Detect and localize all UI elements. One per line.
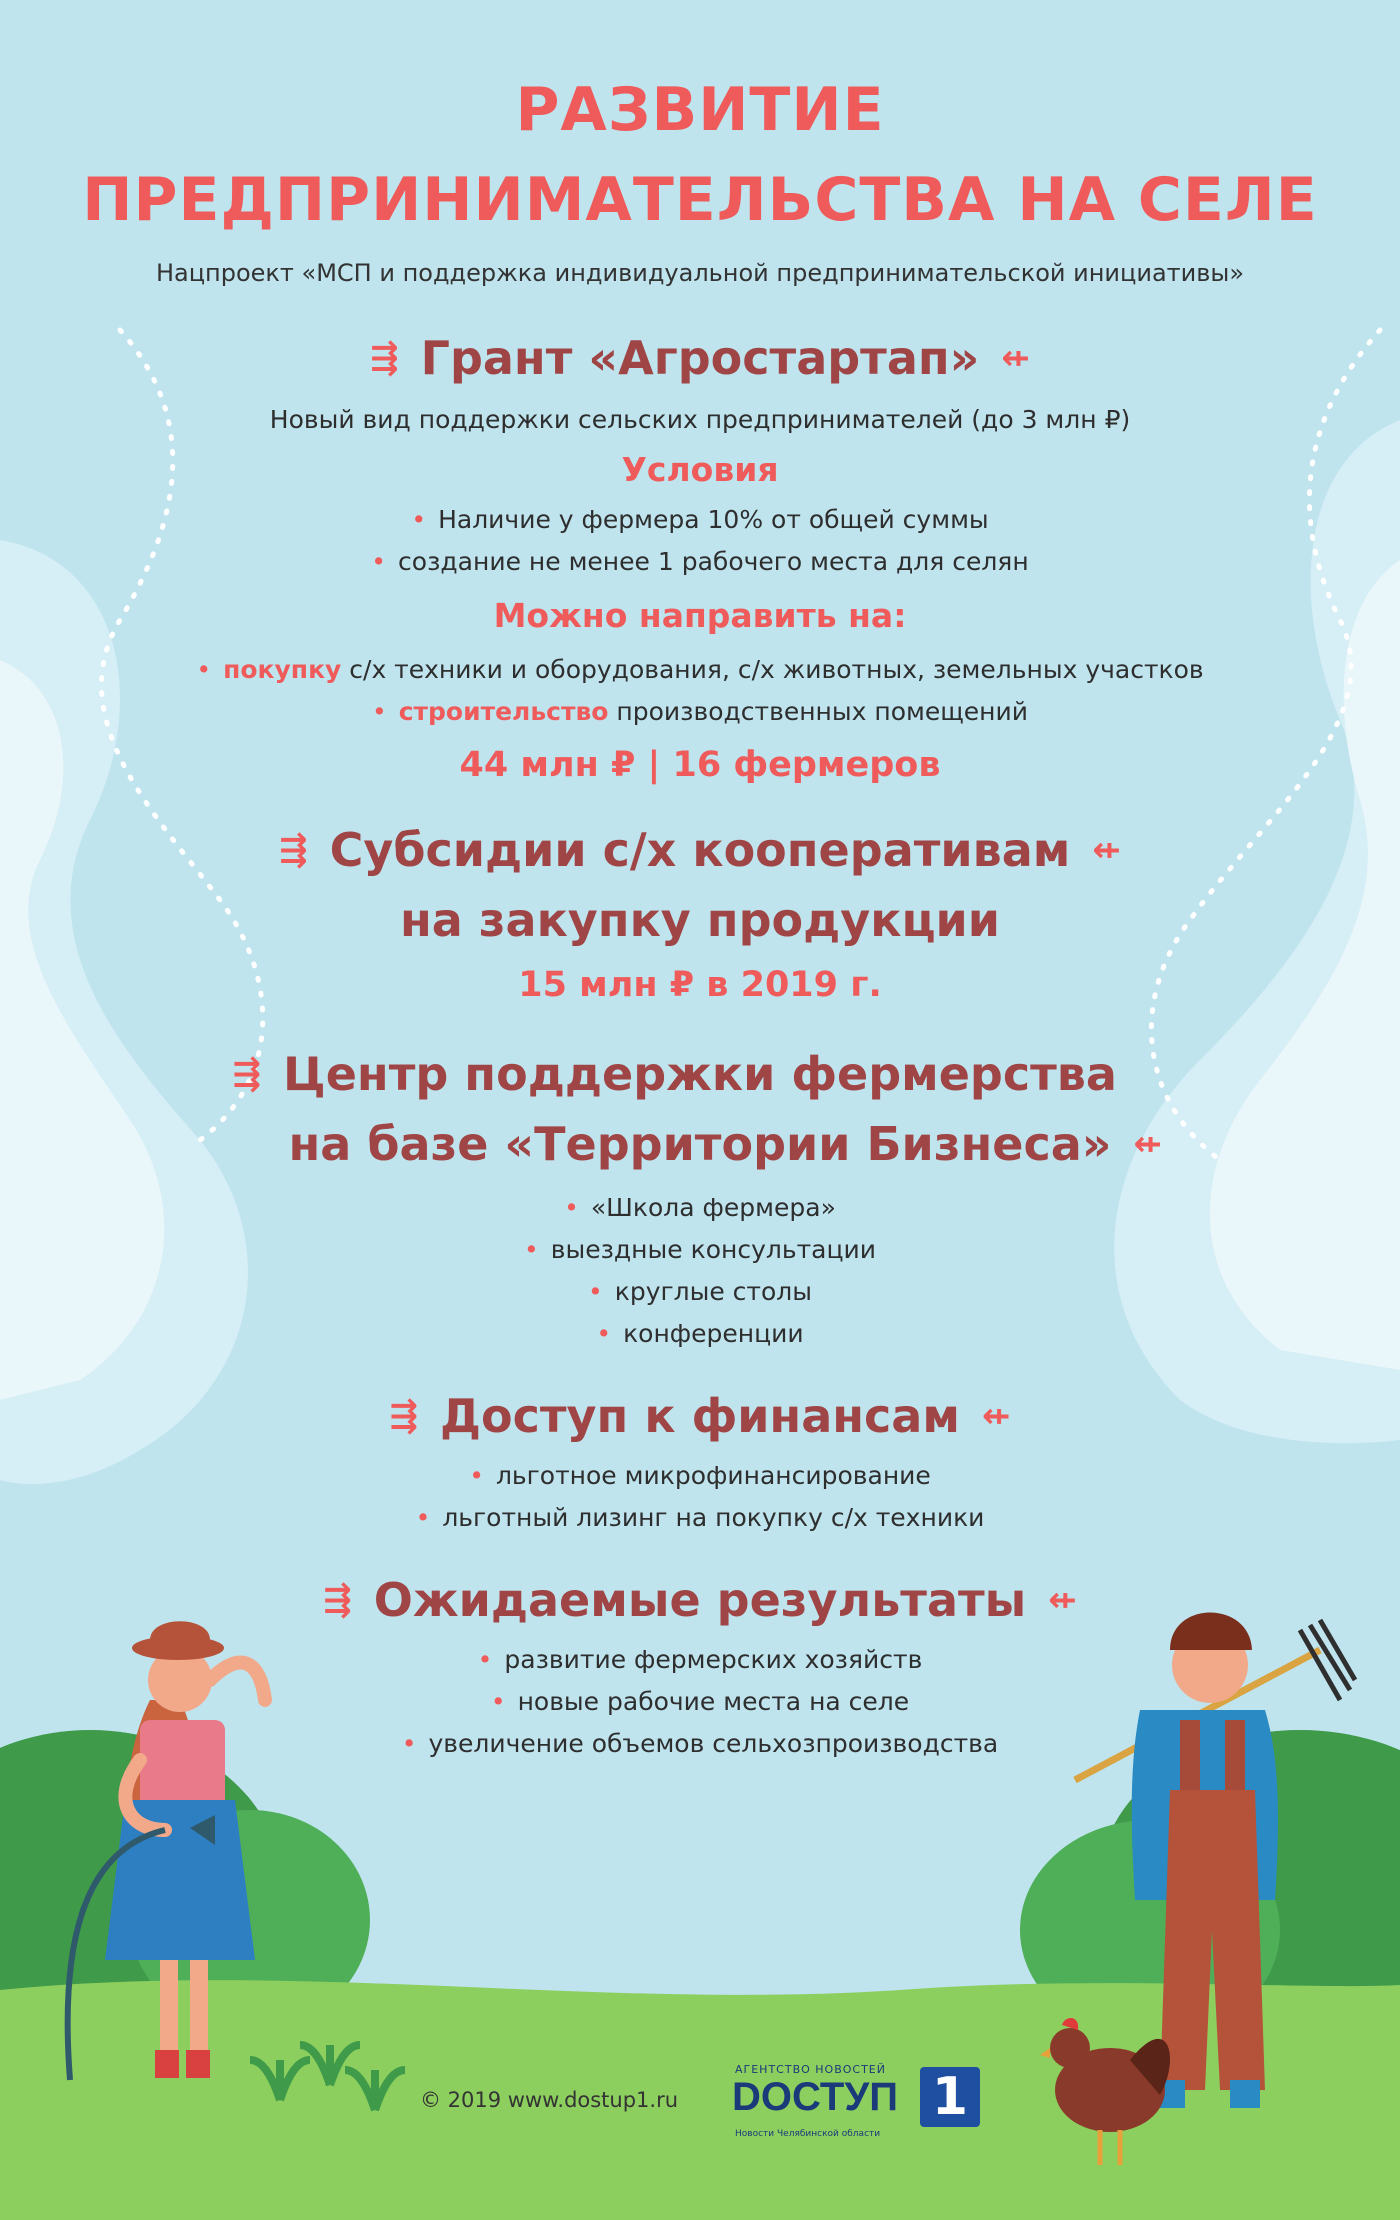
- bullet-icon: •: [371, 697, 387, 726]
- sprig-right-icon: ⇷: [1048, 1580, 1077, 1620]
- sprig-left-icon: ⇶: [323, 1580, 352, 1620]
- bullet-icon: •: [196, 655, 212, 684]
- national-project-subtitle: Нацпроект «МСП и поддержка индивидуальной предпринимательской инициативы»: [155, 259, 1245, 287]
- list-item: • «Школа фермера»: [564, 1193, 836, 1222]
- results-heading-text: Ожидаемые результаты: [373, 1573, 1027, 1627]
- list-item: • круглые столы: [587, 1277, 812, 1306]
- bullet-icon: •: [415, 1503, 431, 1532]
- logo-number: 1: [920, 2067, 980, 2127]
- list-item: • строительство производственных помещений: [371, 697, 1029, 726]
- bullet-icon: •: [411, 505, 427, 534]
- sprig-left-icon: ⇶: [279, 830, 308, 870]
- finance-heading-text: Доступ к финансам: [440, 1389, 960, 1443]
- sprig-right-icon: ⇷: [1092, 830, 1121, 870]
- results-heading: [0, 1565, 1400, 1635]
- bullet-icon: •: [564, 1193, 579, 1222]
- bullet-icon: •: [596, 1319, 612, 1348]
- center-heading: [0, 1039, 1400, 1109]
- bullet-icon: •: [490, 1687, 506, 1716]
- direction-heading: Можно направить на:: [493, 596, 907, 635]
- bullet-icon: •: [469, 1461, 484, 1490]
- main-title-line-1: РАЗВИТИЕ: [515, 75, 885, 145]
- conditions-heading: Условия: [621, 450, 779, 489]
- bullet-icon: •: [401, 1729, 417, 1758]
- subsidies-heading-line-2: на закупку продукции: [399, 893, 1001, 947]
- list-item: • Наличие у фермера 10% от общей суммы: [411, 505, 989, 534]
- copyright: © 2019 www.dostup1.ru: [420, 2088, 679, 2112]
- list-item: • увеличение объемов сельхозпроизводства: [401, 1729, 999, 1758]
- subsidies-heading: [0, 815, 1400, 885]
- logo-top-text: АГЕНТСТВО НОВОСТЕЙ: [735, 2063, 886, 2076]
- sprig-right-icon: ⇷: [1001, 338, 1030, 378]
- logo-bottom-text: Новости Челябинской области: [735, 2129, 881, 2139]
- grant-description: Новый вид поддержки сельских предпринимателей (до 3 млн ₽): [269, 405, 1131, 434]
- grant-total: 44 млн ₽ | 16 фермеров: [459, 745, 941, 785]
- logo-name: DOСТУП: [732, 2075, 898, 2119]
- grant-heading: [0, 323, 1400, 393]
- list-item: • покупку с/х техники и оборудования, с/х животных, земельных участков: [196, 655, 1204, 684]
- list-item: • льготное микрофинансирование: [469, 1461, 931, 1490]
- center-heading-line-2: на базе «Территории Бизнеса» ⇷: [0, 1109, 1400, 1179]
- center-heading-text: Центр поддержки фермерства: [283, 1047, 1117, 1101]
- main-title-line-2: ПРЕДПРИНИМАТЕЛЬСТВА НА СЕЛЕ: [82, 165, 1318, 235]
- sprig-left-icon: ⇶: [232, 1054, 262, 1094]
- list-item: • выездные консультации: [524, 1235, 876, 1264]
- subsidies-heading-text: Субсидии с/х кооперативам: [329, 823, 1071, 877]
- finance-heading: [0, 1381, 1400, 1451]
- list-item: • создание не менее 1 рабочего места для селян: [371, 547, 1029, 576]
- list-item: • новые рабочие места на селе: [490, 1687, 910, 1716]
- subsidies-total: 15 млн ₽ в 2019 г.: [518, 965, 882, 1005]
- bullet-icon: •: [371, 547, 387, 576]
- sprig-left-icon: ⇶: [370, 338, 399, 378]
- list-item: • развитие фермерских хозяйств: [477, 1645, 923, 1674]
- sprig-right-icon: ⇷: [1133, 1124, 1162, 1164]
- bullet-icon: •: [524, 1235, 539, 1264]
- list-item: • конференции: [596, 1319, 804, 1348]
- grant-heading-text: Грант «Агростартап»: [420, 331, 980, 385]
- bullet-icon: •: [477, 1645, 493, 1674]
- dostup1-logo[interactable]: [730, 2063, 985, 2145]
- bullet-icon: •: [587, 1277, 603, 1306]
- sprig-left-icon: ⇶: [389, 1396, 419, 1436]
- sprig-right-icon: ⇷: [981, 1396, 1011, 1436]
- list-item: • льготный лизинг на покупку с/х техники: [415, 1503, 985, 1532]
